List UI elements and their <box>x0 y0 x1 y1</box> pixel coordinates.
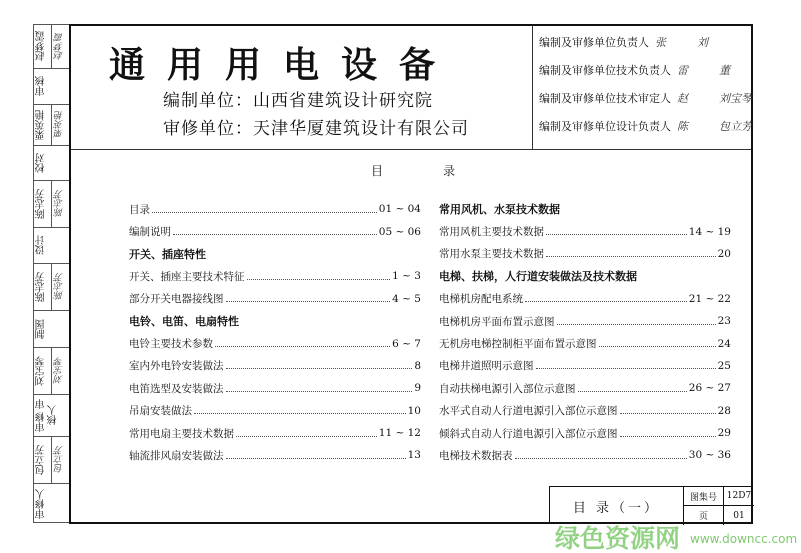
toc-entry-title: 电铃、电笛、电扇特性 <box>129 315 239 329</box>
approval-cell <box>34 69 69 105</box>
toc-entry-pages: 1 ~ 3 <box>392 270 421 283</box>
toc-entry-title: 常用水泵主要技术数据 <box>439 248 544 261</box>
reviser-unit: 审修单位：天津华厦建筑设计有限公司 <box>163 119 469 139</box>
toc-entry-title: 电梯技术数据表 <box>439 449 513 462</box>
toc-entry[interactable] <box>439 422 731 444</box>
dot-leader <box>525 301 687 302</box>
dot-leader <box>620 436 716 437</box>
role-label: 编制及审修单位负责人 <box>539 36 649 49</box>
signature-row <box>539 120 755 134</box>
dot-leader <box>226 301 391 302</box>
dot-leader <box>152 212 377 213</box>
dot-leader <box>599 346 716 347</box>
toc-entry[interactable] <box>129 355 421 377</box>
approval-cell <box>34 228 69 264</box>
toc-section-heading <box>129 310 421 332</box>
handwritten-signature: 刘宝琴 <box>51 348 69 394</box>
handwritten-signature: 赵 <box>677 92 688 105</box>
toc-entry[interactable] <box>439 332 731 354</box>
approval-cell <box>34 348 69 395</box>
toc-entry[interactable] <box>129 198 421 220</box>
approval-cell <box>34 264 69 311</box>
toc-heading: 目录 <box>371 164 516 178</box>
dot-leader <box>236 436 377 437</box>
dot-leader <box>578 391 687 392</box>
toc-entry[interactable] <box>129 377 421 399</box>
role-label: 编制及审修单位技术负责人 <box>539 64 671 77</box>
handwritten-signature: 董 <box>719 64 730 77</box>
handwritten-signature: 陈志芳 <box>51 264 69 310</box>
toc-entry-pages: 05 ~ 06 <box>378 225 421 238</box>
toc-entry-title: 电梯机房平面布置示意图 <box>439 315 555 328</box>
approval-label: 校对 <box>36 153 47 173</box>
toc-entry-title: 编制说明 <box>129 226 171 239</box>
dot-leader <box>515 458 687 459</box>
approval-cell <box>34 25 69 69</box>
dot-leader <box>546 256 716 257</box>
toc-entry-pages: 14 ~ 19 <box>688 225 731 238</box>
role-label: 编制及审修单位技术审定人 <box>539 92 671 105</box>
toc-entry-pages: 28 <box>717 404 731 417</box>
approval-strip <box>33 24 69 523</box>
handwritten-signature: 包立芳 <box>719 120 752 133</box>
toc-entry[interactable] <box>129 332 421 354</box>
dot-leader <box>215 346 390 347</box>
dot-leader <box>226 458 406 459</box>
toc-entry-pages: 9 <box>414 382 421 395</box>
toc-entry-pages: 01 ~ 04 <box>378 203 421 216</box>
approval-cell <box>34 395 69 437</box>
toc-entry-title: 电梯、扶梯，人行道安装做法及技术数据 <box>439 270 637 284</box>
toc-entry-pages: 11 ~ 12 <box>378 427 421 440</box>
approval-cell <box>34 311 69 348</box>
toc-entry-pages: 6 ~ 7 <box>392 337 421 350</box>
handwritten-signature: 陈 <box>677 120 688 133</box>
toc-entry-pages: 8 <box>414 359 421 372</box>
approval-label: 审核 <box>36 76 47 97</box>
toc-entry[interactable] <box>439 310 731 332</box>
dot-leader <box>536 368 716 369</box>
handwritten-signature: 雷 <box>677 64 688 77</box>
dot-leader <box>620 413 716 414</box>
signature-row <box>539 92 755 106</box>
header <box>71 26 751 150</box>
approval-cell <box>34 484 69 524</box>
toc-entry[interactable] <box>439 220 731 242</box>
handwritten-signature: 刘 <box>697 36 708 49</box>
toc-entry-title: 常用风机、水泵技术数据 <box>439 203 560 217</box>
dot-leader <box>194 413 406 414</box>
dot-leader <box>226 368 413 369</box>
drawing-frame <box>69 24 753 524</box>
toc-entry-title: 开关、插座特性 <box>129 247 206 261</box>
dot-leader <box>173 234 377 235</box>
handwritten-signature: 刘宝琴 <box>719 92 752 105</box>
dot-leader <box>546 234 687 235</box>
toc-entry-title: 自动扶梯电源引入部位示意图 <box>439 382 576 395</box>
toc-entry[interactable] <box>129 288 421 310</box>
watermark-logo: 绿色资源网 <box>555 524 681 553</box>
toc-right-column <box>439 198 731 467</box>
toc-entry-title: 电梯井道照明示意图 <box>439 360 534 373</box>
dot-leader <box>247 279 391 280</box>
title-block <box>549 486 753 524</box>
approval-cell <box>34 146 69 181</box>
approval-label: 陈志芳 <box>36 272 47 302</box>
watermark-url: www.downcc.com <box>690 532 798 546</box>
toc-entry-pages: 26 ~ 27 <box>688 382 731 395</box>
toc-entry-pages: 21 ~ 22 <box>688 292 731 305</box>
toc-left-column <box>129 198 421 467</box>
handwritten-signature: 栗英艳 <box>51 105 69 145</box>
approval-cell <box>34 105 69 146</box>
toc-entry-title: 部分开关电器接线图 <box>129 293 224 306</box>
toc-entry[interactable] <box>439 243 731 265</box>
toc-entry-title: 开关、插座主要技术特征 <box>129 270 245 283</box>
signature-block <box>532 26 751 150</box>
toc-entry[interactable] <box>129 400 421 422</box>
approval-cell <box>34 437 69 484</box>
toc-entry-title: 常用风机主要技术数据 <box>439 226 544 239</box>
toc-entry-pages: 13 <box>407 449 421 462</box>
toc-entry-title: 室内外电铃安装做法 <box>129 360 224 373</box>
toc-entry-title: 轴流排风扇安装做法 <box>129 449 224 462</box>
approval-label: 刘宝琴 <box>36 356 47 386</box>
toc-entry-pages: 23 <box>717 315 731 328</box>
toc-entry[interactable] <box>129 422 421 444</box>
toc-section-heading <box>439 265 731 287</box>
handwritten-signature: 陈志芳 <box>51 181 69 227</box>
approval-label: 赵梦霞 <box>36 31 47 62</box>
toc-entry[interactable] <box>129 265 421 287</box>
approval-label: 审修人 <box>36 489 47 519</box>
handwritten-signature: 包立芳 <box>51 437 69 483</box>
toc-entry-title: 水平式自动人行道电源引入部位示意图 <box>439 405 618 418</box>
page-number: 01 <box>723 506 754 525</box>
dot-leader <box>557 324 716 325</box>
compiler-unit: 编制单位：山西省建筑设计研究院 <box>163 91 433 111</box>
approval-cell <box>34 181 69 228</box>
toc-entry-pages: 10 <box>407 404 421 417</box>
handwritten-signature: 张 <box>655 36 666 49</box>
role-label: 编制及审修单位设计负责人 <box>539 120 671 133</box>
toc-entry[interactable] <box>439 444 731 466</box>
page-title: 通用用电设备 <box>109 44 458 86</box>
toc-entry-title: 目录 <box>129 203 150 216</box>
toc-entry-pages: 4 ~ 5 <box>392 292 421 305</box>
approval-label: 陈志芳 <box>36 189 47 219</box>
signature-row <box>539 64 755 78</box>
toc-entry[interactable] <box>129 220 421 242</box>
approval-label: 审修 审核人 <box>36 398 59 433</box>
approval-label: 设计 <box>36 235 47 256</box>
handwritten-signature: 赵梦霞 <box>51 25 69 68</box>
toc-entry-pages: 29 <box>717 427 731 440</box>
toc-entry-pages: 25 <box>717 359 731 372</box>
toc-section-heading <box>439 198 731 220</box>
toc-entry[interactable] <box>439 400 731 422</box>
toc-entry-title: 倾斜式自动人行道电源引入部位示意图 <box>439 427 618 440</box>
sheet-name: 目 录（一） <box>572 500 661 516</box>
toc-entry-pages: 30 ~ 36 <box>688 449 731 462</box>
toc-entry[interactable] <box>439 355 731 377</box>
page-label: 页 <box>683 506 723 525</box>
toc-entry-title: 电铃主要技术参数 <box>129 338 213 351</box>
toc-entry-title: 电梯机房配电系统 <box>439 293 523 306</box>
toc-entry-title: 吊扇安装做法 <box>129 405 192 418</box>
toc-entry-pages: 20 <box>717 247 731 260</box>
approval-label: 包立芳 <box>36 445 47 475</box>
toc-entry[interactable] <box>129 444 421 466</box>
atlas-number: 12D7 <box>723 487 754 506</box>
toc-entry[interactable] <box>439 377 731 399</box>
toc-section-heading <box>129 243 421 265</box>
approval-label: 栗英艳 <box>36 110 47 140</box>
toc-entry-title: 电笛选型及安装做法 <box>129 382 224 395</box>
atlas-label: 图集号 <box>683 487 723 506</box>
toc-entry-pages: 24 <box>717 337 731 350</box>
signature-row <box>539 36 733 50</box>
approval-label: 制图 <box>36 319 47 339</box>
toc-entry-title: 无机房电梯控制柜平面布置示意图 <box>439 338 597 351</box>
toc-entry[interactable] <box>439 288 731 310</box>
toc-entry-title: 常用电扇主要技术数据 <box>129 427 234 440</box>
dot-leader <box>226 391 413 392</box>
